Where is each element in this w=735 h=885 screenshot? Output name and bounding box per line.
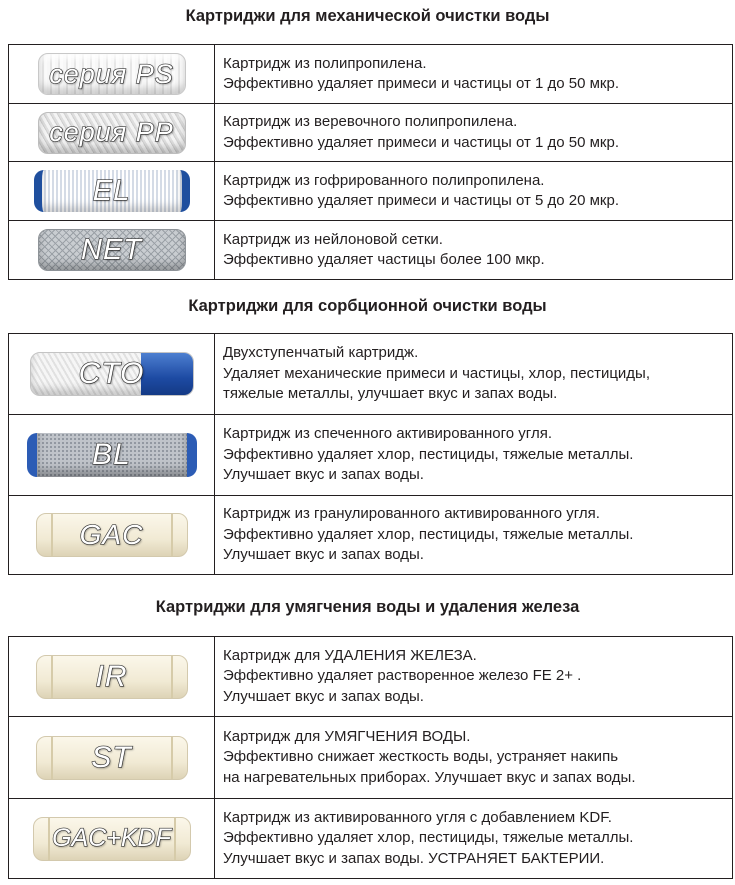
description-line: Эффективно удаляет хлор, пестициды, тяжелые металлы. bbox=[223, 829, 634, 847]
table-row bbox=[9, 45, 733, 104]
cartridge-image-cell bbox=[9, 799, 215, 879]
cartridge-image-cell bbox=[9, 717, 215, 799]
ps-cartridge-icon bbox=[38, 53, 186, 95]
cartridge-description bbox=[215, 334, 733, 415]
sorption-cartridges-table bbox=[8, 333, 733, 575]
gac-kdf-cartridge-icon bbox=[33, 817, 191, 861]
cartridge-ring bbox=[171, 656, 173, 698]
cartridge-ring bbox=[51, 656, 53, 698]
cartridge-description bbox=[215, 799, 733, 879]
cartridge-label: EL bbox=[92, 174, 131, 207]
description-line: Улучшает вкус и запах воды. УСТРАНЯЕТ БАКТЕРИИ. bbox=[223, 849, 605, 867]
table-row bbox=[9, 717, 733, 799]
table-row bbox=[9, 415, 733, 496]
table-row bbox=[9, 637, 733, 717]
net-cartridge-icon bbox=[38, 229, 186, 271]
el-cartridge-icon bbox=[34, 170, 190, 212]
table-row bbox=[9, 104, 733, 162]
mechanical-cartridges-table bbox=[8, 44, 733, 280]
cto-cartridge-icon bbox=[30, 352, 194, 396]
description-line: Картридж для УДАЛЕНИЯ ЖЕЛЕЗА. bbox=[223, 646, 477, 664]
description-line: Картридж из гофрированного полипропилена. bbox=[223, 171, 545, 189]
table-row bbox=[9, 496, 733, 575]
cartridge-image-cell bbox=[9, 221, 215, 280]
description-line: Картридж из гранулированного активированного угля. bbox=[223, 505, 600, 523]
description-line: Картридж из спеченного активированного угля. bbox=[223, 425, 552, 443]
description-line: Эффективно удаляет хлор, пестициды, тяжелые металлы. bbox=[223, 445, 634, 463]
cartridge-label: GAC+KDF bbox=[52, 824, 171, 852]
softening-cartridges-table bbox=[8, 636, 733, 879]
cartridge-label: ST bbox=[91, 740, 132, 774]
cartridge-label: NET bbox=[81, 233, 142, 266]
cartridge-label: серия PS bbox=[49, 58, 174, 89]
st-cartridge-icon bbox=[36, 736, 188, 780]
description-line: Эффективно снижает жесткость воды, устраняет накипь bbox=[223, 748, 619, 766]
description-line: Эффективно удаляет примеси и частицы от 1 до 50 мкр. bbox=[223, 133, 619, 151]
description-line: Картридж для УМЯГЧЕНИЯ ВОДЫ. bbox=[223, 727, 471, 745]
cartridge-label: BL bbox=[92, 438, 131, 471]
description-line: Эффективно удаляет примеси и частицы от 5 до 20 мкр. bbox=[223, 192, 619, 209]
gac-cartridge-icon bbox=[36, 513, 188, 557]
section-title-sorption: Картриджи для сорбционной очистки воды bbox=[188, 297, 547, 315]
description-line: Эффективно удаляет частицы более 100 мкр. bbox=[223, 251, 545, 268]
cartridge-label: GAC bbox=[79, 519, 144, 550]
description-line: Картридж из нейлоновой сетки. bbox=[223, 230, 443, 248]
table-row bbox=[9, 799, 733, 879]
bl-cartridge-icon bbox=[27, 433, 197, 477]
cartridge-image-cell bbox=[9, 104, 215, 162]
cartridge-description bbox=[215, 221, 733, 280]
description-line: Двухступенчатый картридж. bbox=[223, 344, 419, 362]
cartridge-description bbox=[215, 637, 733, 717]
cartridge-image-cell bbox=[9, 334, 215, 415]
cartridge-description bbox=[215, 45, 733, 104]
description-line: Удаляет механические примеси и частицы, хлор, пестициды, bbox=[223, 364, 651, 382]
description-line: Улучшает вкус и запах воды. bbox=[223, 687, 424, 705]
table-row bbox=[9, 334, 733, 415]
cartridge-label: CTO bbox=[78, 357, 145, 390]
cartridge-ring bbox=[51, 514, 53, 556]
cartridge-label: серия PP bbox=[49, 117, 174, 147]
cartridge-ring bbox=[171, 737, 173, 779]
cartridge-ring bbox=[48, 818, 50, 860]
cartridge-description bbox=[215, 415, 733, 496]
cartridge-description bbox=[215, 104, 733, 162]
pp-cartridge-icon bbox=[38, 112, 186, 154]
cartridge-description bbox=[215, 496, 733, 575]
cartridge-description bbox=[215, 162, 733, 221]
description-line: Картридж из полипропилена. bbox=[223, 54, 427, 72]
description-line: Эффективно удаляет растворенное железо FE 2+ . bbox=[223, 667, 582, 685]
cartridge-image-cell bbox=[9, 162, 215, 221]
cartridge-label: IR bbox=[95, 659, 128, 693]
description-line: Эффективно удаляет хлор, пестициды, тяжелые металлы. bbox=[223, 525, 634, 543]
section-title-softening: Картриджи для умягчения воды и удаления железа bbox=[155, 598, 580, 616]
ir-cartridge-icon bbox=[36, 655, 188, 699]
cartridge-blue-cap bbox=[141, 353, 193, 395]
cartridge-ring bbox=[171, 514, 173, 556]
cartridge-image-cell bbox=[9, 496, 215, 575]
description-line: Улучшает вкус и запах воды. bbox=[223, 466, 424, 484]
cartridge-ring bbox=[174, 818, 176, 860]
cartridge-image-cell bbox=[9, 45, 215, 104]
description-line: Картридж из веревочного полипропилена. bbox=[223, 113, 518, 130]
description-line: Картридж из активированного угля с добавлением KDF. bbox=[223, 808, 612, 826]
cartridge-description bbox=[215, 717, 733, 799]
description-line: тяжелые металлы, улучшает вкус и запах воды. bbox=[223, 385, 558, 403]
cartridge-ring bbox=[51, 737, 53, 779]
description-line: на нагревательных приборах. Улучшает вкус и запах воды. bbox=[223, 768, 636, 786]
description-line: Эффективно удаляет примеси и частицы от 1 до 50 мкр. bbox=[223, 75, 619, 92]
description-line: Улучшает вкус и запах воды. bbox=[223, 546, 424, 564]
table-row bbox=[9, 221, 733, 280]
cartridge-image-cell bbox=[9, 637, 215, 717]
section-title-mechanical: Картриджи для механической очистки воды bbox=[185, 7, 550, 25]
cartridge-image-cell bbox=[9, 415, 215, 496]
table-row bbox=[9, 162, 733, 221]
